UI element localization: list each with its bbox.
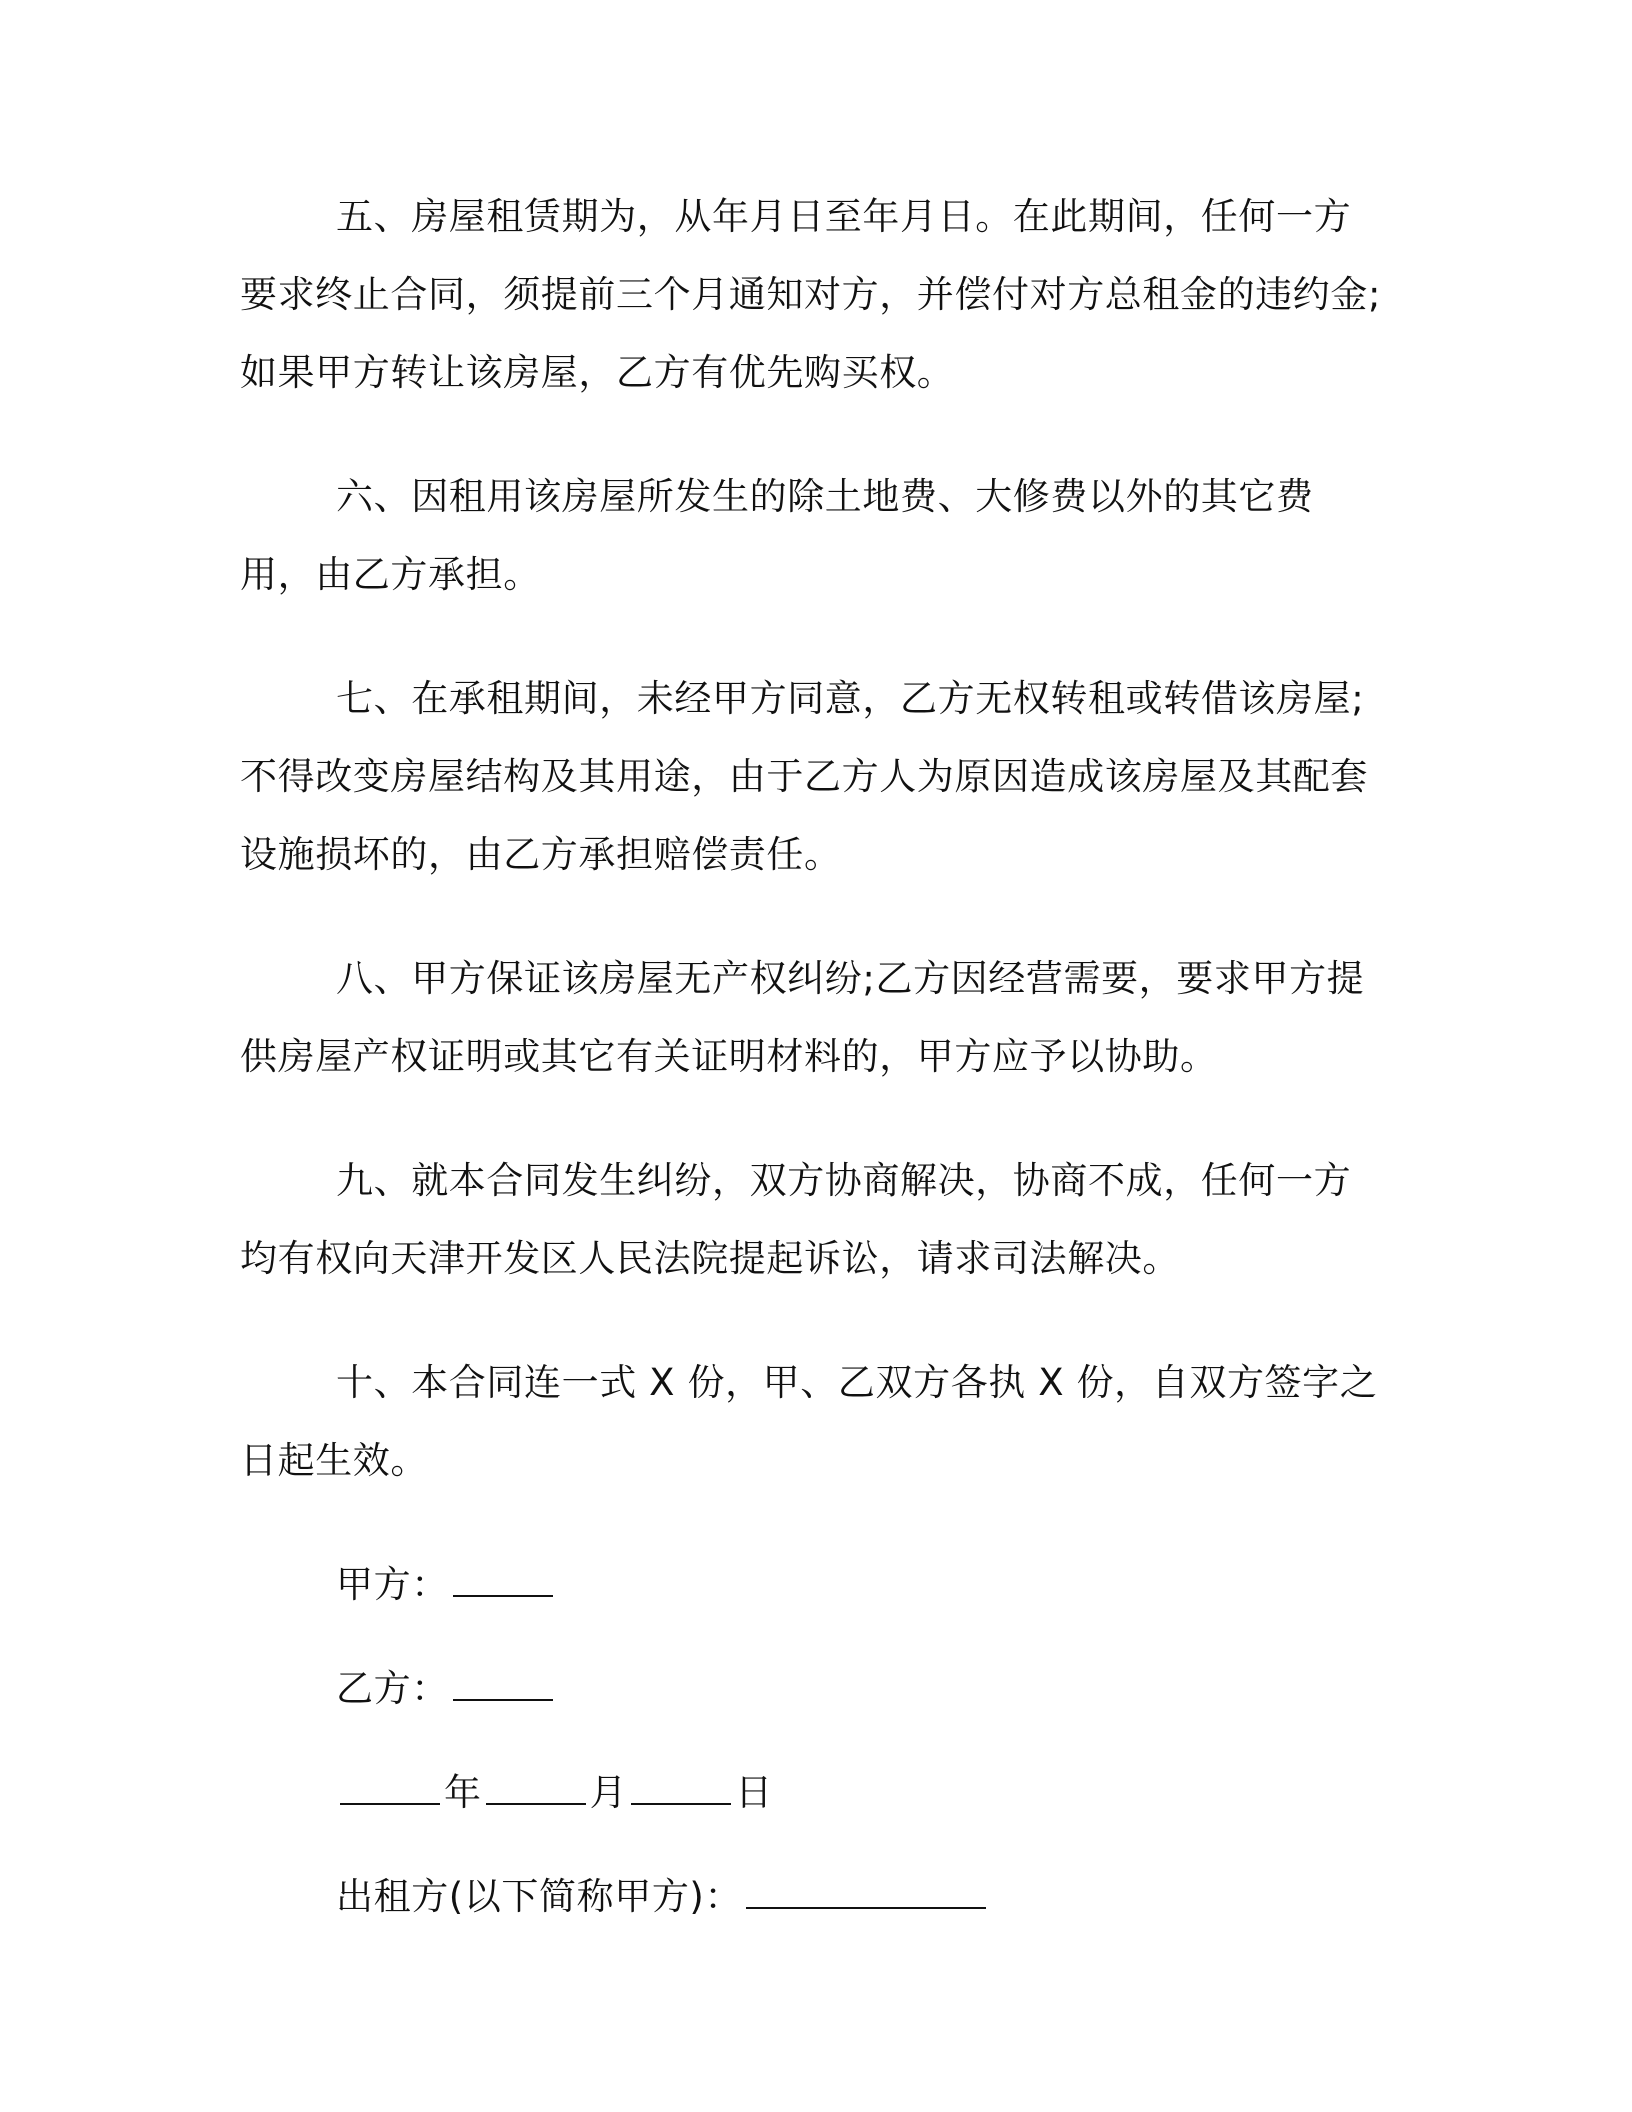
lessor-line	[240, 1858, 1385, 1936]
party-a-blank	[453, 1565, 553, 1597]
clause-5: 五、房屋租赁期为，从年月日至年月日。在此期间，任何一方要求终止合同，须提前三个月通知对方，并偿付对方总租金的违约金;如果甲方转让该房屋，乙方有优先购买权。	[240, 195, 1382, 394]
party-b-blank	[453, 1669, 553, 1701]
party-a-label: 甲方：	[336, 1563, 449, 1606]
month-blank	[486, 1773, 586, 1805]
day-blank	[631, 1773, 731, 1805]
date-line	[240, 1754, 1385, 1832]
year-blank	[340, 1773, 440, 1805]
year-label: 年	[444, 1771, 482, 1814]
party-b-signature-line	[240, 1650, 1385, 1728]
lessor-label: 出租方(以下简称甲方)：	[336, 1875, 743, 1918]
day-label: 日	[735, 1771, 773, 1814]
month-label: 月	[589, 1771, 628, 1814]
clause-8: 八、甲方保证该房屋无产权纠纷;乙方因经营需要，要求甲方提供房屋产权证明或其它有关证明材料的，甲方应予以协助。	[240, 957, 1365, 1078]
clause-6: 六、因租用该房屋所发生的除土地费、大修费以外的其它费用，由乙方承担。	[240, 475, 1314, 596]
clause-7: 七、在承租期间，未经甲方同意，乙方无权转租或转借该房屋;不得改变房屋结构及其用途，由于乙方人为原因造成该房屋及其配套设施损坏的，由乙方承担赔偿责任。	[240, 677, 1368, 876]
clause-9: 九、就本合同发生纠纷，双方协商解决，协商不成，任何一方均有权向天津开发区人民法院提起诉讼，请求司法解决。	[240, 1159, 1352, 1280]
clause-10: 十、本合同连一式 X 份，甲、乙双方各执 X 份，自双方签字之日起生效。	[240, 1361, 1378, 1482]
lessor-blank	[746, 1877, 986, 1909]
party-b-label: 乙方：	[336, 1667, 449, 1710]
party-a-signature-line	[240, 1546, 1385, 1624]
contract-content	[240, 178, 1385, 1962]
